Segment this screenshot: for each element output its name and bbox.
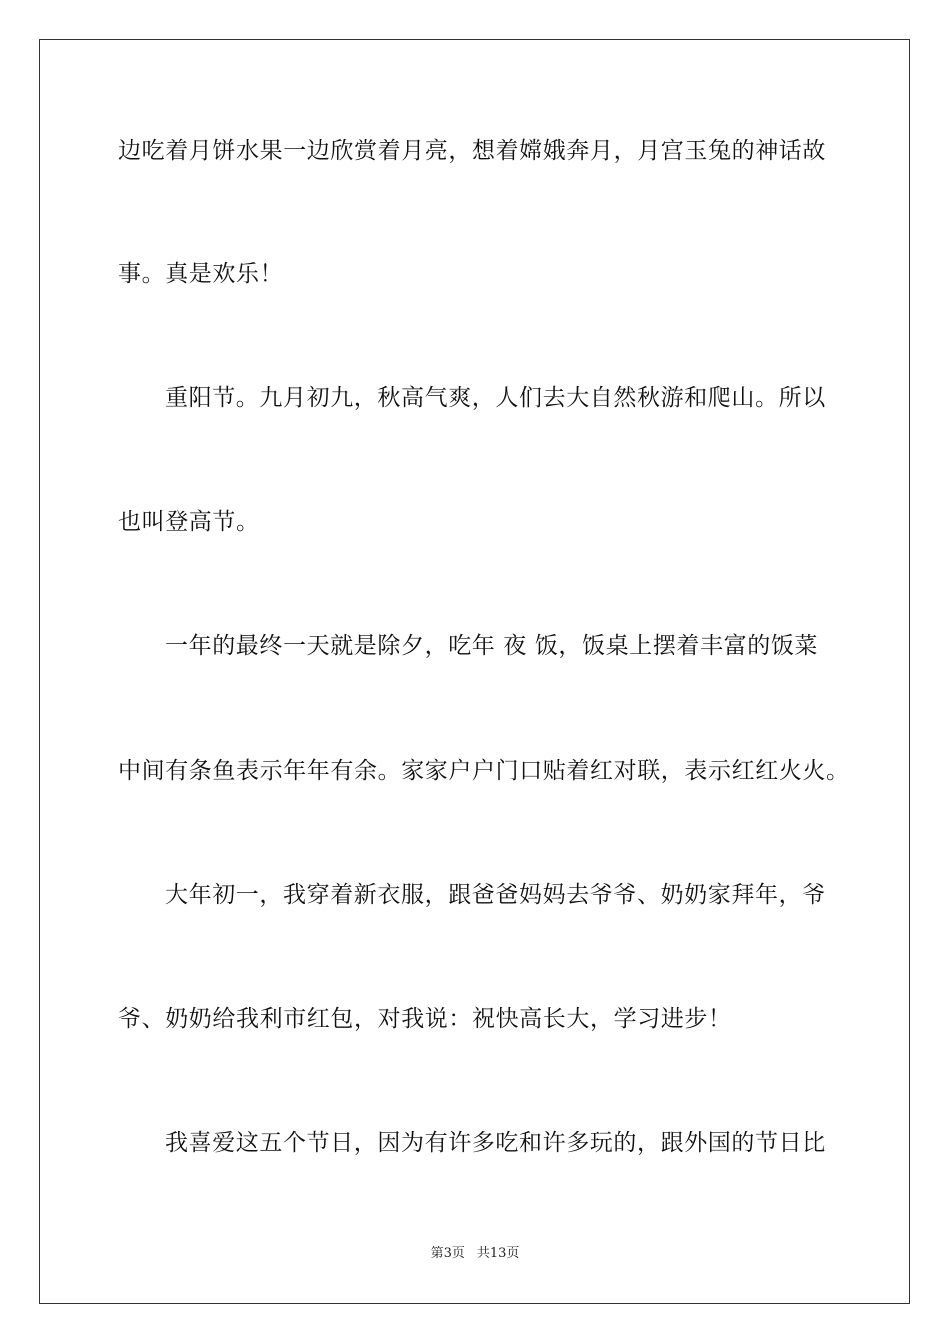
text-line: 中间有条鱼表示年年有余。家家户户门口贴着红对联，表示红红火火。 bbox=[118, 758, 850, 784]
paragraph-start-line: 我喜爱这五个节日，因为有许多吃和许多玩的，跟外国的节日比 bbox=[165, 1130, 826, 1156]
paragraph-start-line: 重阳节。九月初九，秋高气爽，人们去大自然秋游和爬山。所以 bbox=[165, 385, 826, 411]
page-number: 第3页 bbox=[430, 1246, 465, 1261]
page-footer bbox=[0, 1246, 950, 1262]
paragraph-start-line: 一年的最终一天就是除夕，吃年 夜 饭，饭桌上摆着丰富的饭菜 bbox=[165, 633, 819, 659]
page-total: 共13页 bbox=[476, 1246, 520, 1261]
page-frame bbox=[39, 39, 910, 1304]
text-line: 事。真是欢乐！ bbox=[118, 261, 284, 287]
text-line: 也叫登高节。 bbox=[118, 509, 260, 535]
text-line: 爷、奶奶给我利市红包，对我说：祝快高长大，学习进步！ bbox=[118, 1006, 732, 1032]
text-line: 边吃着月饼水果一边欣赏着月亮，想着嫦娥奔月，月宫玉兔的神话故 bbox=[118, 138, 826, 164]
paragraph-start-line: 大年初一，我穿着新衣服，跟爸爸妈妈去爷爷、奶奶家拜年，爷 bbox=[165, 882, 826, 908]
